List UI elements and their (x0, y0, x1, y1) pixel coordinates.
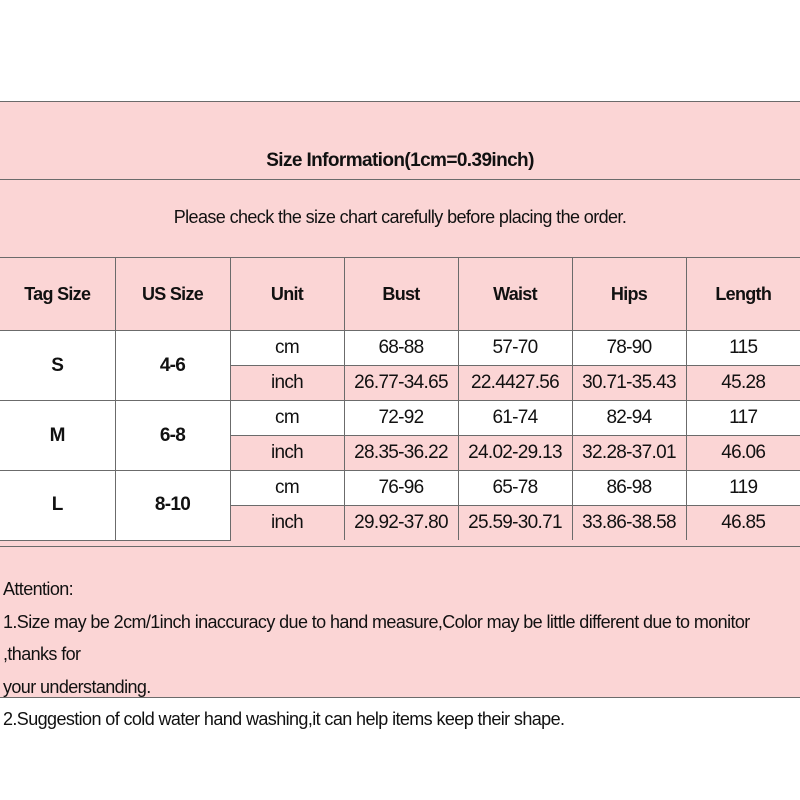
attention-line: your understanding. (3, 676, 151, 697)
length-cell: 119 (686, 471, 800, 506)
hips-cell: 86-98 (572, 471, 686, 506)
us-size-cell: 8-10 (115, 471, 230, 541)
table-row (0, 401, 800, 436)
header-hips: Hips (572, 258, 686, 331)
hips-cell: 30.71-35.43 (572, 366, 686, 401)
bust-cell: 26.77-34.65 (344, 366, 458, 401)
attention-notes (0, 546, 800, 729)
bust-cell: 72-92 (344, 401, 458, 436)
header-waist: Waist (458, 258, 572, 331)
attention-line: 1.Size may be 2cm/1inch inaccuracy due to hand measure,Color may be little different due to monitor ,thanks for (3, 611, 750, 664)
header-length: Length (686, 258, 800, 331)
waist-cell: 25.59-30.71 (458, 506, 572, 541)
size-chart-sheet (0, 101, 800, 729)
bust-cell: 29.92-37.80 (344, 506, 458, 541)
header-unit: Unit (230, 258, 344, 331)
unit-cell: cm (230, 331, 344, 366)
bust-cell: 76-96 (344, 471, 458, 506)
bust-cell: 68-88 (344, 331, 458, 366)
attention-line: 2.Suggestion of cold water hand washing,it can help items keep their shape. (3, 709, 565, 729)
table-row (0, 471, 800, 506)
length-cell: 117 (686, 401, 800, 436)
header-us-size: US Size (115, 258, 230, 331)
length-cell: 46.06 (686, 436, 800, 471)
length-cell: 115 (686, 331, 800, 366)
tag-size-cell: S (0, 331, 115, 401)
header-bust: Bust (344, 258, 458, 331)
size-table (0, 258, 800, 541)
unit-cell: inch (230, 506, 344, 541)
hips-cell: 78-90 (572, 331, 686, 366)
hips-cell: 32.28-37.01 (572, 436, 686, 471)
table-row (0, 331, 800, 366)
tag-size-cell: M (0, 401, 115, 471)
unit-cell: inch (230, 366, 344, 401)
header-tag-size: Tag Size (0, 258, 115, 331)
bust-cell: 28.35-36.22 (344, 436, 458, 471)
waist-cell: 57-70 (458, 331, 572, 366)
unit-cell: inch (230, 436, 344, 471)
notice-text: Please check the size chart carefully before placing the order. (173, 207, 627, 227)
notice-row (0, 180, 800, 258)
attention-heading: Attention: (3, 579, 74, 599)
table-header-row (0, 258, 800, 331)
waist-cell: 22.4427.56 (458, 366, 572, 401)
waist-cell: 24.02-29.13 (458, 436, 572, 471)
hips-cell: 82-94 (572, 401, 686, 436)
hips-cell: 33.86-38.58 (572, 506, 686, 541)
waist-cell: 61-74 (458, 401, 572, 436)
unit-cell: cm (230, 471, 344, 506)
us-size-cell: 4-6 (115, 331, 230, 401)
waist-cell: 65-78 (458, 471, 572, 506)
length-cell: 45.28 (686, 366, 800, 401)
unit-cell: cm (230, 401, 344, 436)
length-cell: 46.85 (686, 506, 800, 541)
page-title: Size Information(1cm=0.39inch) (266, 150, 534, 171)
us-size-cell: 6-8 (115, 401, 230, 471)
title-row (0, 102, 800, 180)
tag-size-cell: L (0, 471, 115, 541)
